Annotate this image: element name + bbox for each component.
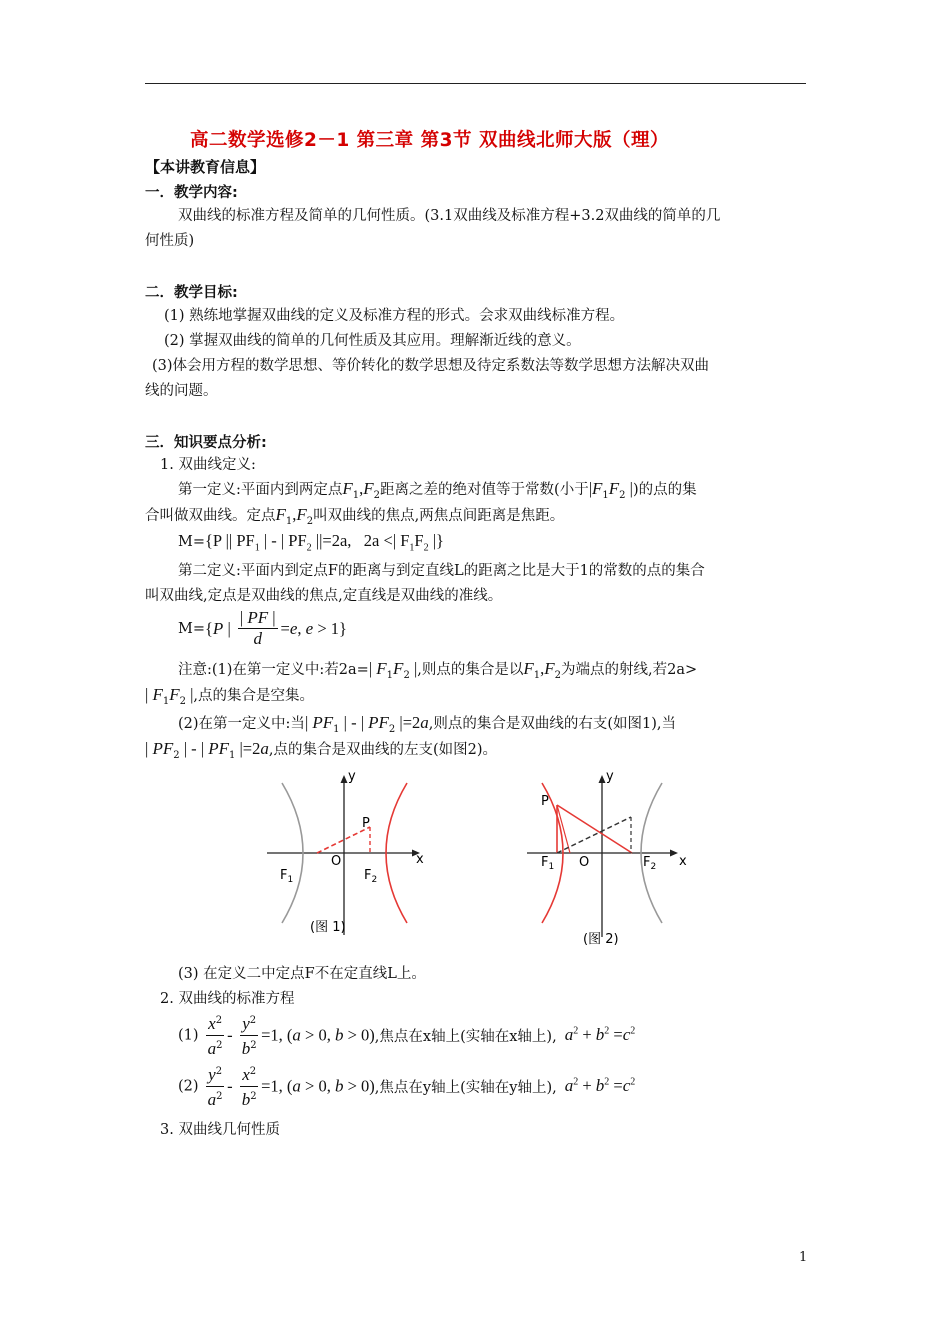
def2-line-a: 第二定义:平面内到定点F的距离与到定直线L的距离之比是大于1的常数的点的集合: [178, 563, 705, 579]
def1-line-b: 合叫做双曲线。定点$F_1,F_2$叫双曲线的焦点,两焦点间距离是焦距。: [145, 505, 565, 527]
goal-3b: 线的问题。: [145, 383, 218, 399]
fig2-label-f2: $F_2$: [643, 855, 657, 872]
page-number: 1: [799, 1250, 808, 1265]
def2-line-b: 叫双曲线,定点是双曲线的焦点,定直线是双曲线的准线。: [145, 588, 503, 604]
fig2-label-p: P: [541, 794, 549, 809]
def1-line-a: 第一定义:平面内到两定点$F_1,F_2$距离之差的绝对值等于常数(小于$|F_1F_2$ |)的点的集: [178, 479, 697, 501]
fig1-label-f2: $F_2$: [364, 868, 378, 885]
fig1-label-o: O: [331, 854, 342, 869]
goal-2: (2) 掌握双曲线的简单的几何性质及其应用。理解渐近线的意义。: [164, 333, 581, 349]
fig2-caption: (图 2): [583, 932, 619, 947]
info-heading: 【本讲教育信息】: [145, 158, 266, 176]
fig1-label-y: y: [348, 769, 356, 784]
section1-text-b: 何性质): [145, 233, 195, 249]
fig2-x-arrow: [670, 850, 678, 857]
note1-line-b: | $F_1F_2$ |,点的集合是空集。: [145, 685, 315, 707]
item-2: 2. 双曲线的标准方程: [160, 991, 295, 1007]
fig2-y-arrow: [599, 775, 606, 783]
set-definition-1: M={P || $PF_1$ | - | $PF_2$ ||=2a, 2a <| $F_1F_2$ |}: [178, 531, 444, 554]
equation-1: (1) $\frac{x^2}{a^2}$ - $\frac{y^2}{b^2}$ =1, (a > 0, b > 0),焦点在x轴上(实轴在x轴上), $a^2 + b^2 =c^2$: [178, 1011, 635, 1060]
figure-1: [262, 765, 432, 940]
section1-heading: 一．教学内容:: [145, 185, 238, 201]
note-3: (3) 在定义二中定点F不在定直线L上。: [178, 966, 426, 982]
header-rule: [145, 83, 806, 84]
fig1-caption: (图 1): [310, 920, 346, 935]
note2-line-a: (2)在第一定义中:当| $PF_1$ | - | $PF_2$ |=2a,则点的集合是双曲线的右支(如图1),当: [178, 713, 677, 735]
item-1: 1. 双曲线定义:: [160, 457, 256, 473]
fig1-label-x: x: [416, 852, 424, 867]
section3-heading: 三．知识要点分析:: [145, 435, 267, 451]
set-definition-2: M={P | $\frac{| PF |}{d}$ =e, e > 1}: [178, 608, 347, 648]
fig1-y-arrow: [341, 775, 348, 783]
figure-2: [527, 765, 697, 950]
goal-3a: (3)体会用方程的数学思想、等价转化的数学思想及待定系数法等数学思想方法解决双曲: [152, 358, 710, 374]
fig2-label-x: x: [679, 854, 687, 869]
fig1-label-f1: $F_1$: [280, 868, 294, 885]
fig2-label-y: y: [606, 769, 614, 784]
fig2-label-f1: $F_1$: [541, 855, 555, 872]
page-title: 高二数学选修2－1 第三章 第3节 双曲线北师大版（理）: [190, 130, 669, 151]
goal-1: (1) 熟练地掌握双曲线的定义及标准方程的形式。会求双曲线标准方程。: [164, 308, 625, 324]
equation-2: (2) $\frac{y^2}{a^2}$ - $\frac{x^2}{b^2}$ =1, (a > 0, b > 0),焦点在y轴上(实轴在y轴上), $a^2 + b^2 =c^2$: [178, 1062, 635, 1111]
section2-heading: 二．教学目标:: [145, 285, 238, 301]
note1-line-a: 注意:(1)在第一定义中:若2a=| $F_1F_2$ |,则点的集合是以$F_1,F_2$为端点的射线,若2a>: [178, 659, 698, 681]
fig2-label-o: O: [579, 855, 590, 870]
fig1-label-p: P: [362, 816, 370, 831]
note2-line-b: | $PF_2$ | - | $PF_1$ |=2a,点的集合是双曲线的左支(如图2)。: [145, 739, 497, 761]
fig2-dashed-segment: [557, 817, 631, 853]
item-3: 3. 双曲线几何性质: [160, 1122, 280, 1138]
section1-text-a: 双曲线的标准方程及简单的几何性质。(3.1双曲线及标准方程+3.2双曲线的简单的几: [178, 208, 721, 224]
